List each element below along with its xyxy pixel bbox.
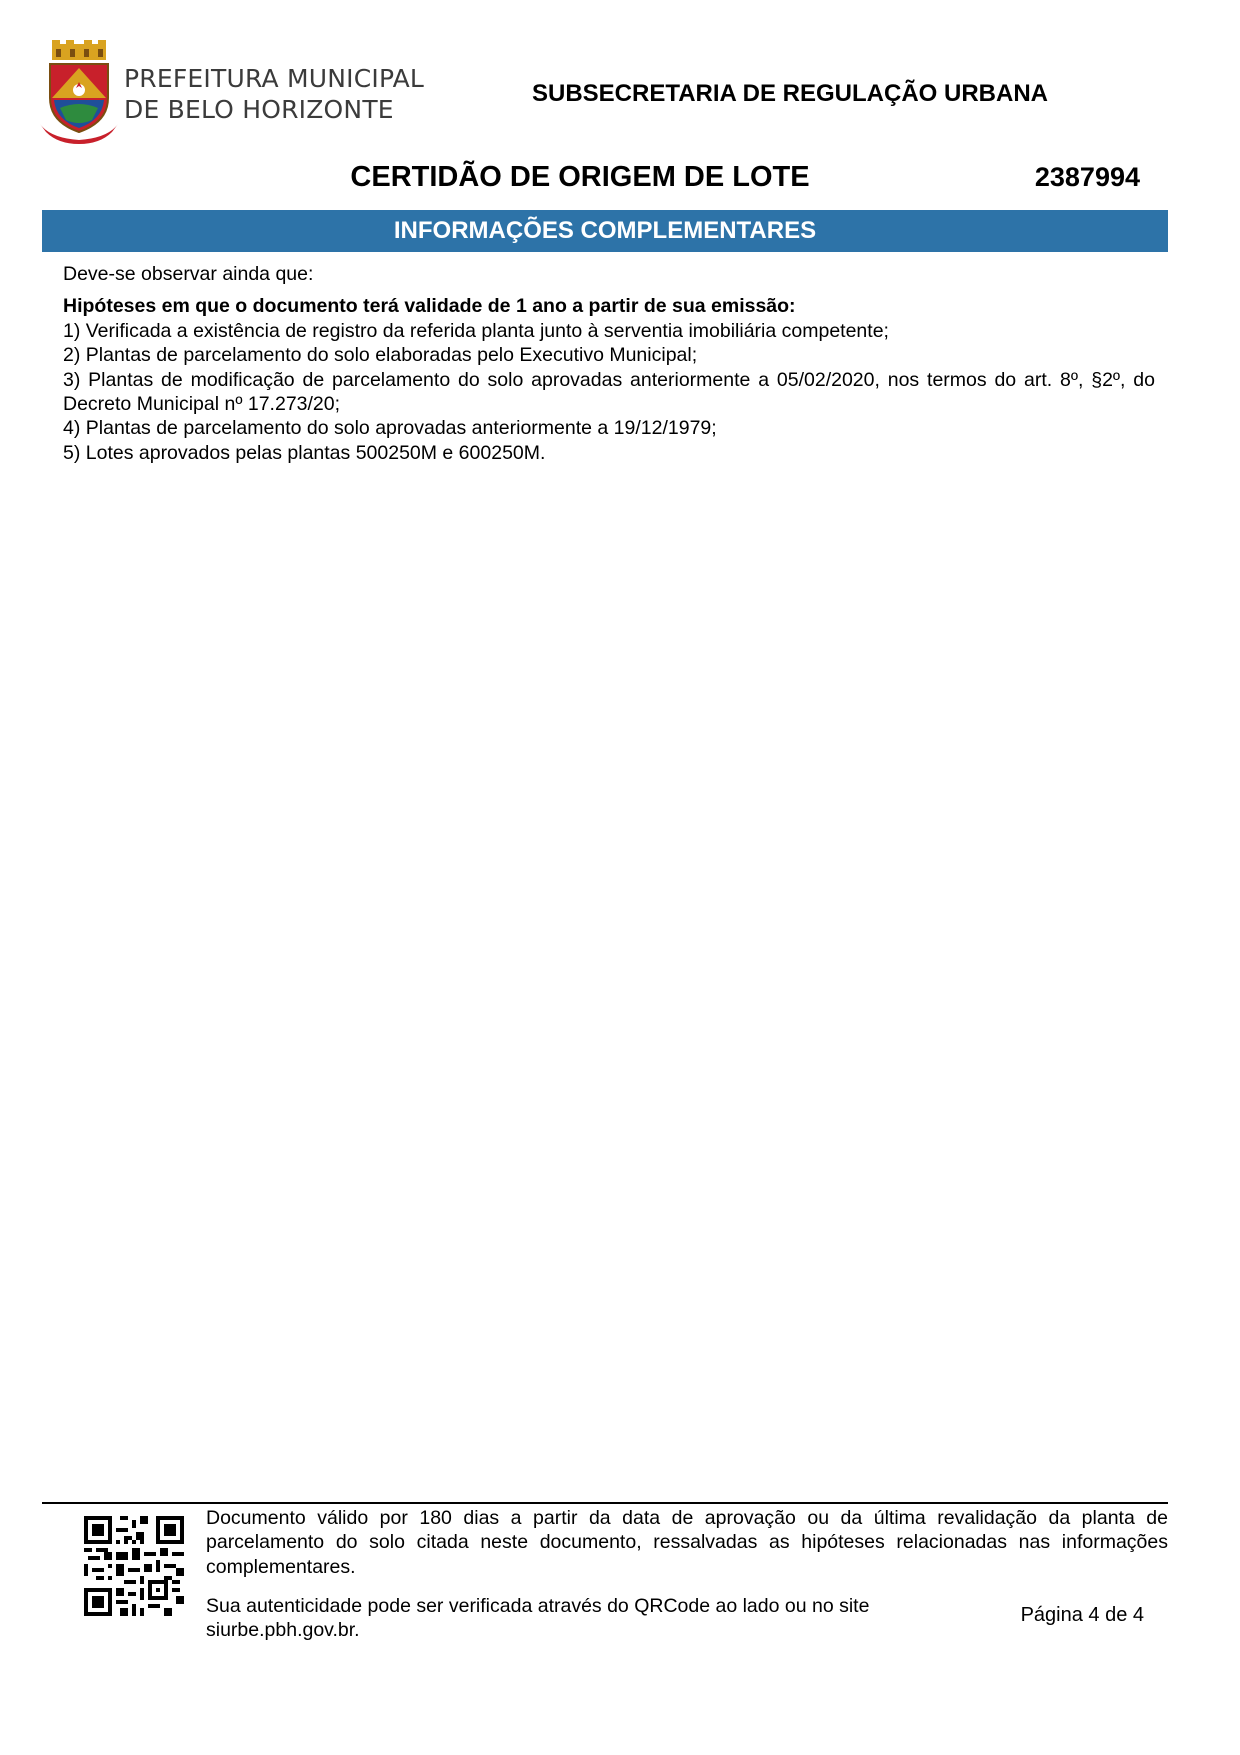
validity-heading: Hipóteses em que o documento terá validade de 1 ano a partir de sua emissão: <box>63 295 796 318</box>
org-name-line1: PREFEITURA MUNICIPAL <box>124 64 425 93</box>
list-item: 2) Plantas de parcelamento do solo elaboradas pelo Executivo Municipal; <box>63 344 698 367</box>
coat-of-arms-icon <box>40 40 118 144</box>
page-number: Página 4 de 4 <box>1020 1604 1144 1626</box>
section-heading: INFORMAÇÕES COMPLEMENTARES <box>42 210 1168 252</box>
subsecretaria-title: SUBSECRETARIA DE REGULAÇÃO URBANA <box>531 80 1048 107</box>
list-item: 3) Plantas de modificação de parcelamento do solo aprovadas anteriormente a 05/02/2020, nos termos do art. 8º, §2º, do Decreto Municipal nº 17.273/20; <box>63 368 1155 416</box>
section-content <box>63 262 1155 465</box>
list-item: 5) Lotes aprovados pelas plantas 500250M e 600250M. <box>63 441 546 464</box>
footer-verify-note: Sua autenticidade pode ser verificada através do QRCode ao lado ou no site siurbe.pbh.gov.br. <box>206 1595 870 1642</box>
list-item: 4) Plantas de parcelamento do solo aprovadas anteriormente a 19/12/1979; <box>63 417 717 440</box>
footer-divider <box>42 1502 1168 1504</box>
qr-code-icon[interactable] <box>84 1516 184 1616</box>
intro-text: Deve-se observar ainda que: <box>63 263 314 285</box>
list-item: 1) Verificada a existência de registro da referida planta junto à serventia imobiliária competente; <box>63 319 889 342</box>
document-title: CERTIDÃO DE ORIGEM DE LOTE <box>350 161 810 193</box>
document-number: 2387994 <box>1034 162 1140 192</box>
org-name-line2: DE BELO HORIZONTE <box>124 95 394 124</box>
footer-validity-note: Documento válido por 180 dias a partir da data de aprovação ou da última revalidação da planta de parcelamento do solo citada neste documento, ressalvadas as hipóteses relacionadas nas informações complementares. <box>206 1507 1168 1578</box>
